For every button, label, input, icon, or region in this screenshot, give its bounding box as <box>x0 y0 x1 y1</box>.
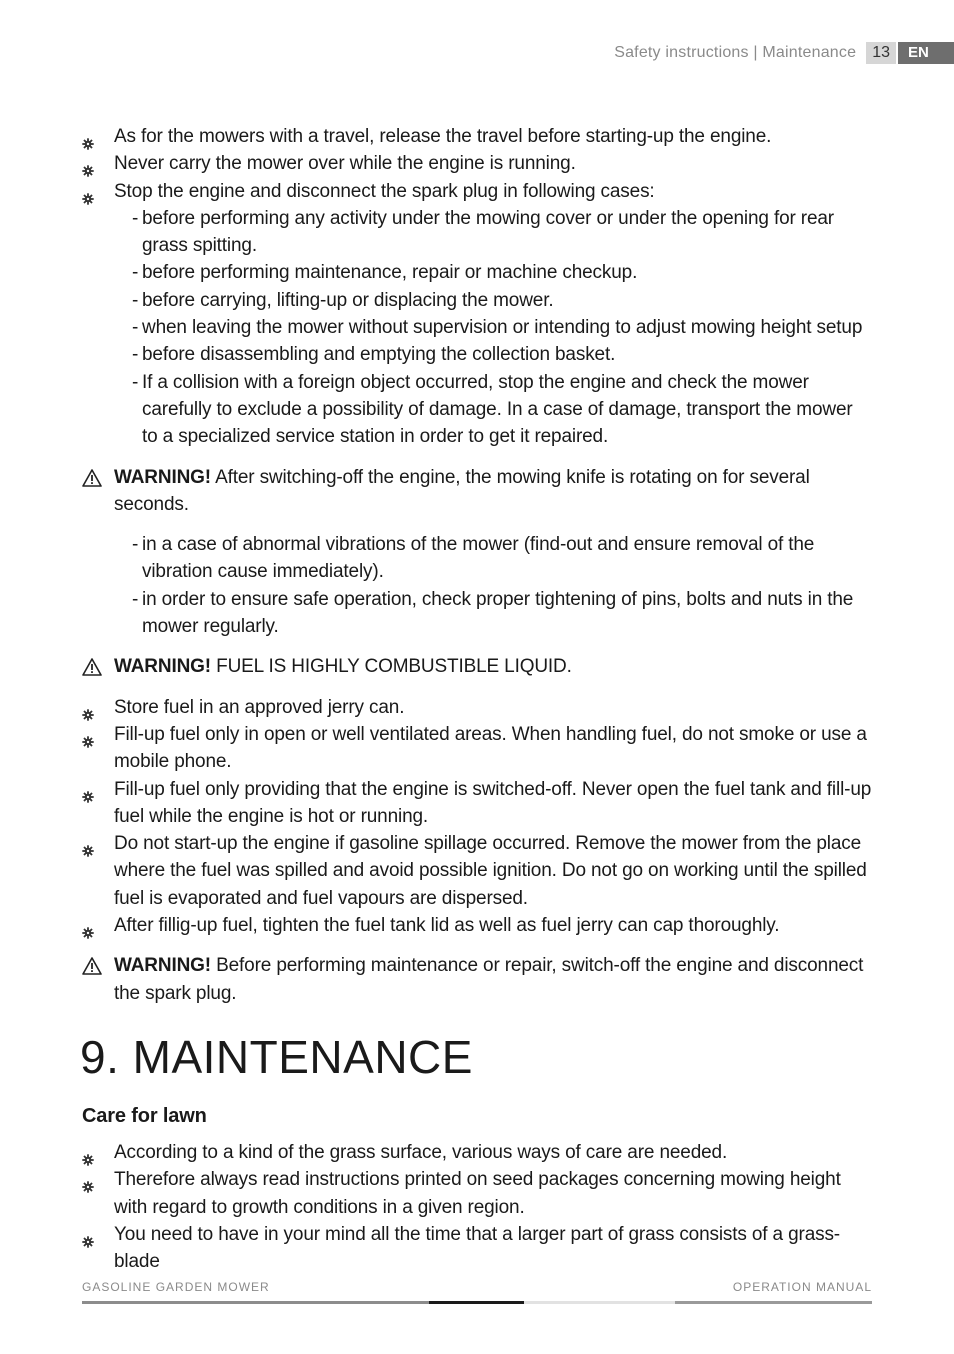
footer-product: GASOLINE GARDEN MOWER <box>82 1280 270 1294</box>
gear-bullet-icon <box>82 131 94 143</box>
warning-label: WARNING! <box>114 656 211 678</box>
language-badge: EN <box>898 42 954 64</box>
section-heading: 9. MAINTENANCE <box>80 1030 473 1083</box>
dash-item: - in a case of abnormal vibrations of the mower (find-out and ensure removal of the vibration cause immediately). <box>132 534 815 583</box>
gear-bullet-icon <box>82 729 94 741</box>
footer-bar-segment <box>82 1301 429 1304</box>
list-item: Store fuel in an approved jerry can. <box>82 694 872 721</box>
gear-bullet-icon <box>82 1174 94 1186</box>
footer-bar-segment <box>675 1301 872 1304</box>
footer-manual: OPERATION MANUAL <box>732 1280 872 1294</box>
header-title: Safety instructions | Maintenance <box>614 44 857 61</box>
dash-item: - when leaving the mower without supervision or intending to adjust mowing height setup <box>132 317 863 339</box>
list-item: Stop the engine and disconnect the spark plug in following cases: <box>82 178 872 205</box>
gear-bullet-icon <box>82 1229 94 1241</box>
list-item: According to a kind of the grass surface, various ways of care are needed. <box>82 1139 872 1166</box>
warning-note: WARNING! Before performing maintenance or repair, switch-off the engine and disconnect the spark plug. <box>82 952 872 1007</box>
warning-note: WARNING! FUEL IS HIGHLY COMBUSTIBLE LIQUID. <box>82 653 872 680</box>
footer-bar-segment <box>429 1301 524 1304</box>
gear-bullet-icon <box>82 1147 94 1159</box>
list-item: Do not start-up the engine if gasoline spillage occurred. Remove the mower from the place where the fuel was spilled and avoid possible ignition. Do not go on working until the spilled fuel is evaporated and fuel vapours are dispersed. <box>82 830 872 912</box>
list-item: You need to have in your mind all the time that a larger part of grass consists of a grass-blade <box>82 1221 872 1276</box>
footer-bar-segment <box>524 1301 675 1304</box>
warning-triangle-icon <box>82 468 102 486</box>
list-item: After fillig-up fuel, tighten the fuel tank lid as well as fuel jerry can cap thoroughly. <box>82 912 872 939</box>
footer-bar <box>82 1301 872 1305</box>
list-item: Fill-up fuel only providing that the engine is switched-off. Never open the fuel tank and fill-up fuel while the engine is hot or running. <box>82 776 872 831</box>
dash-item: - before performing maintenance, repair or machine checkup. <box>132 262 638 284</box>
gear-bullet-icon <box>82 186 94 198</box>
list-item: Fill-up fuel only in open or well ventilated areas. When handling fuel, do not smoke or use a mobile phone. <box>82 721 872 776</box>
gear-bullet-icon <box>82 838 94 850</box>
page-header <box>614 42 954 64</box>
dash-item: - If a collision with a foreign object occurred, stop the engine and check the mower carefully to exclude a possibility of damage. In a case of damage, transport the mower to a specialized service station in order to get it repaired. <box>132 371 853 448</box>
warning-triangle-icon <box>82 956 102 974</box>
warning-note: WARNING! After switching-off the engine, the mowing knife is rotating on for several seconds. <box>82 464 872 519</box>
dash-item: - before performing any activity under the mowing cover or under the opening for rear grass spitting. <box>132 207 834 257</box>
gear-bullet-icon <box>82 920 94 932</box>
gear-bullet-icon <box>82 158 94 170</box>
page-footer <box>82 1280 872 1294</box>
subsection-heading: Care for lawn <box>82 1104 207 1127</box>
page-number: 13 <box>866 42 896 64</box>
warning-label: WARNING! <box>114 466 211 488</box>
warning-triangle-icon <box>82 657 102 675</box>
gear-bullet-icon <box>82 702 94 714</box>
warning-label: WARNING! <box>114 955 211 977</box>
main-content <box>82 123 872 1275</box>
dash-item: - before disassembling and emptying the collection basket. <box>132 344 616 366</box>
dash-item: - in order to ensure safe operation, check proper tightening of pins, bolts and nuts in the mower regularly. <box>132 588 854 638</box>
list-item: Never carry the mower over while the engine is running. <box>82 150 872 177</box>
dash-item: - before carrying, lifting-up or displacing the mower. <box>132 289 554 311</box>
gear-bullet-icon <box>82 784 94 796</box>
list-item: As for the mowers with a travel, release the travel before starting-up the engine. <box>82 123 872 150</box>
list-item: Therefore always read instructions printed on seed packages concerning mowing height with regard to growth conditions in a given region. <box>82 1166 872 1221</box>
